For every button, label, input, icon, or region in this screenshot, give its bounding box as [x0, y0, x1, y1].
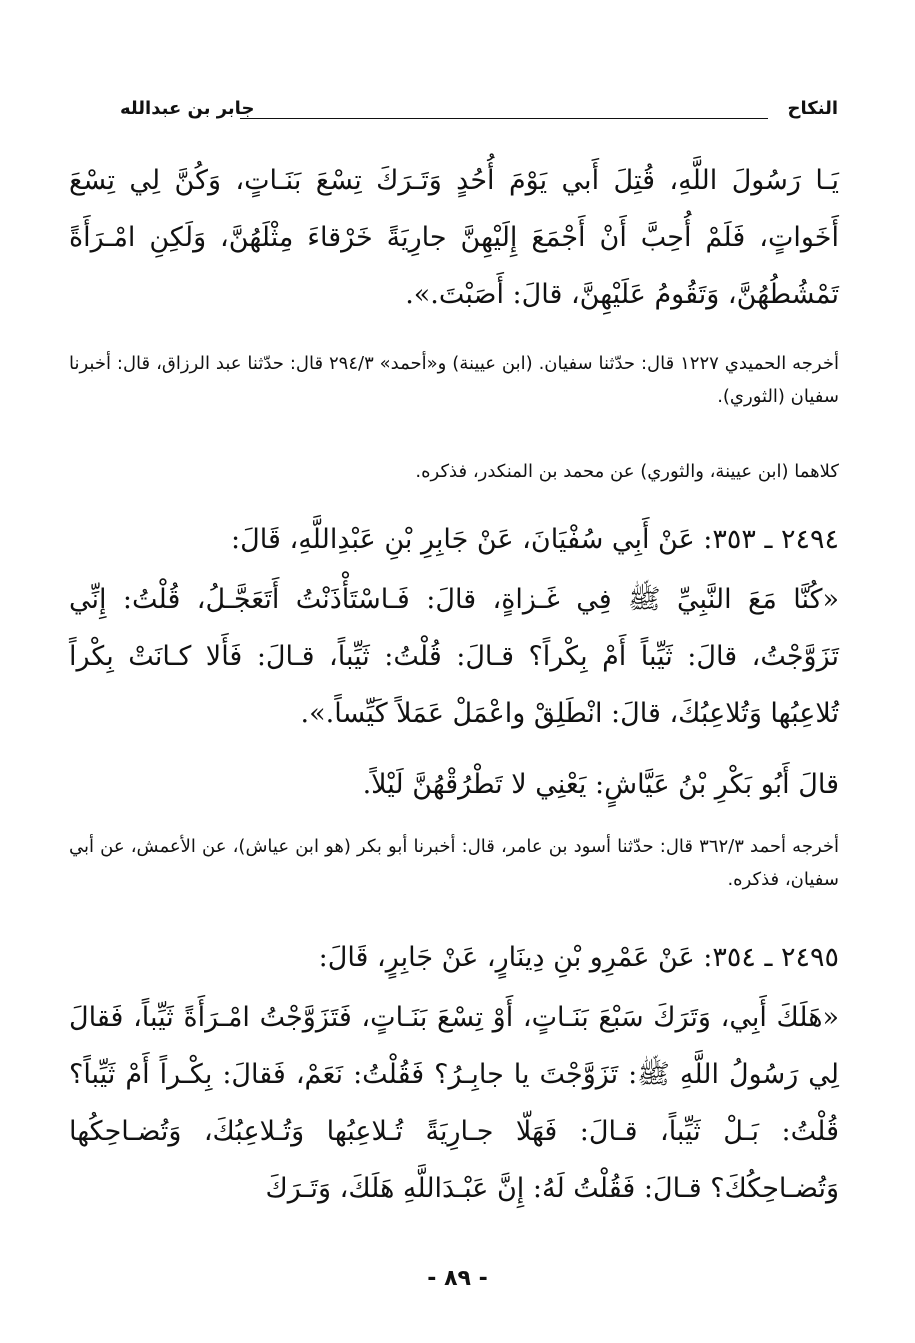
- hadith-text: «هَلَكَ أَبِي، وَتَرَكَ سَبْعَ بَنَـاتٍ، أَوْ تِسْعَ بَنَـاتٍ، فَتَزَوَّجْتُ امْـرَأَةً ثَيِّباً، فَقالَ لِي رَسُولُ اللَّهِ ﷺ: تَزَوَّجْتَ يا جابِـرُ؟ فَقُلْتُ: نَعَمْ، فَقالَ: بِكْـراً أَمْ ثَيِّباً؟ قُلْتُ: بَـلْ ثَيِّباً، قـالَ: فَهَلّا جـارِيَةً تُـلاعِبُها وَتُـلاعِبُكَ، وَتُضـاحِكُها وَتُضـاحِكُكَ؟ قـالَ: فَقُلْتُ لَهُ: إِنَّ عَبْـدَاللَّهِ هَلَكَ، وَتَـرَكَ: [69, 1002, 839, 1204]
- chapter-title: النكاح: [787, 98, 838, 119]
- hadith-heading: ٢٤٩٤ ـ ٣٥٣: عَنْ أَبِي سُفْيَانَ، عَنْ جَابِرِ بْنِ عَبْدِاللَّهِ، قَالَ:: [231, 524, 839, 555]
- page-number: - ٨٩ -: [427, 1266, 488, 1291]
- header-rule: [240, 118, 768, 119]
- running-header: [120, 98, 838, 128]
- takhrij-note: كلاهما (ابن عيينة، والثوري) عن محمد بن المنكدر، فذكره.: [415, 461, 839, 482]
- hadith-text-continued: يَـا رَسُولَ اللَّهِ، قُتِلَ أَبي يَوْمَ أُحُدٍ وَتَـرَكَ تِسْعَ بَنَـاتٍ، وَكُنَّ لِي تِسْعَ أَخَواتٍ، فَلَمْ أُحِبَّ أَنْ أَجْمَعَ إِلَيْهِنَّ جارِيَةً خَرْقاءَ مِثْلَهُنَّ، وَلَكِنِ امْـرَأَةً تَمْشُطُهُنَّ، وَتَقُومُ عَلَيْهِنَّ، قالَ: أَصَبْتَ.».: [69, 165, 839, 310]
- hadith-text: قالَ أَبُو بَكْرِ بْنُ عَيَّاشٍ: يَعْنِي لا تَطْرُقْهُنَّ لَيْلاً.: [362, 769, 839, 800]
- hadith-heading: ٢٤٩٥ ـ ٣٥٤: عَنْ عَمْرِو بْنِ دِينَارٍ، عَنْ جَابِرٍ، قَالَ:: [318, 942, 839, 973]
- section-title: جابر بن عبدالله: [120, 98, 255, 119]
- takhrij-note: أخرجه الحميدي ١٢٢٧ قال: حدّثنا سفيان. (ابن عيينة) و«أحمد» ٢٩٤/٣ قال: حدّثنا عبد الرزاق، قال: أخبرنا سفيان (الثوري).: [69, 353, 839, 407]
- hadith-text: «كُنَّا مَعَ النَّبِيِّ ﷺ فِي غَـزاةٍ، قالَ: فَـاسْتَأْذَنْتُ أَتَعَجَّـلُ، قُلْتُ: إِنِّي تَزَوَّجْتُ، قالَ: ثَيِّباً أَمْ بِكْراً؟ قـالَ: قُلْتُ: ثَيِّباً، قـالَ: فَأَلا كـانَتْ بِكْراً تُلاعِبُها وَتُلاعِبُكَ، قالَ: انْطَلِقْ واعْمَلْ عَمَلاً كَيِّساً.».: [69, 584, 839, 729]
- takhrij-note: أخرجه أحمد ٣٦٢/٣ قال: حدّثنا أسود بن عامر، قال: أخبرنا أبو بكر (هو ابن عياش)، عن الأعمش، عن أبي سفيان، فذكره.: [69, 836, 840, 890]
